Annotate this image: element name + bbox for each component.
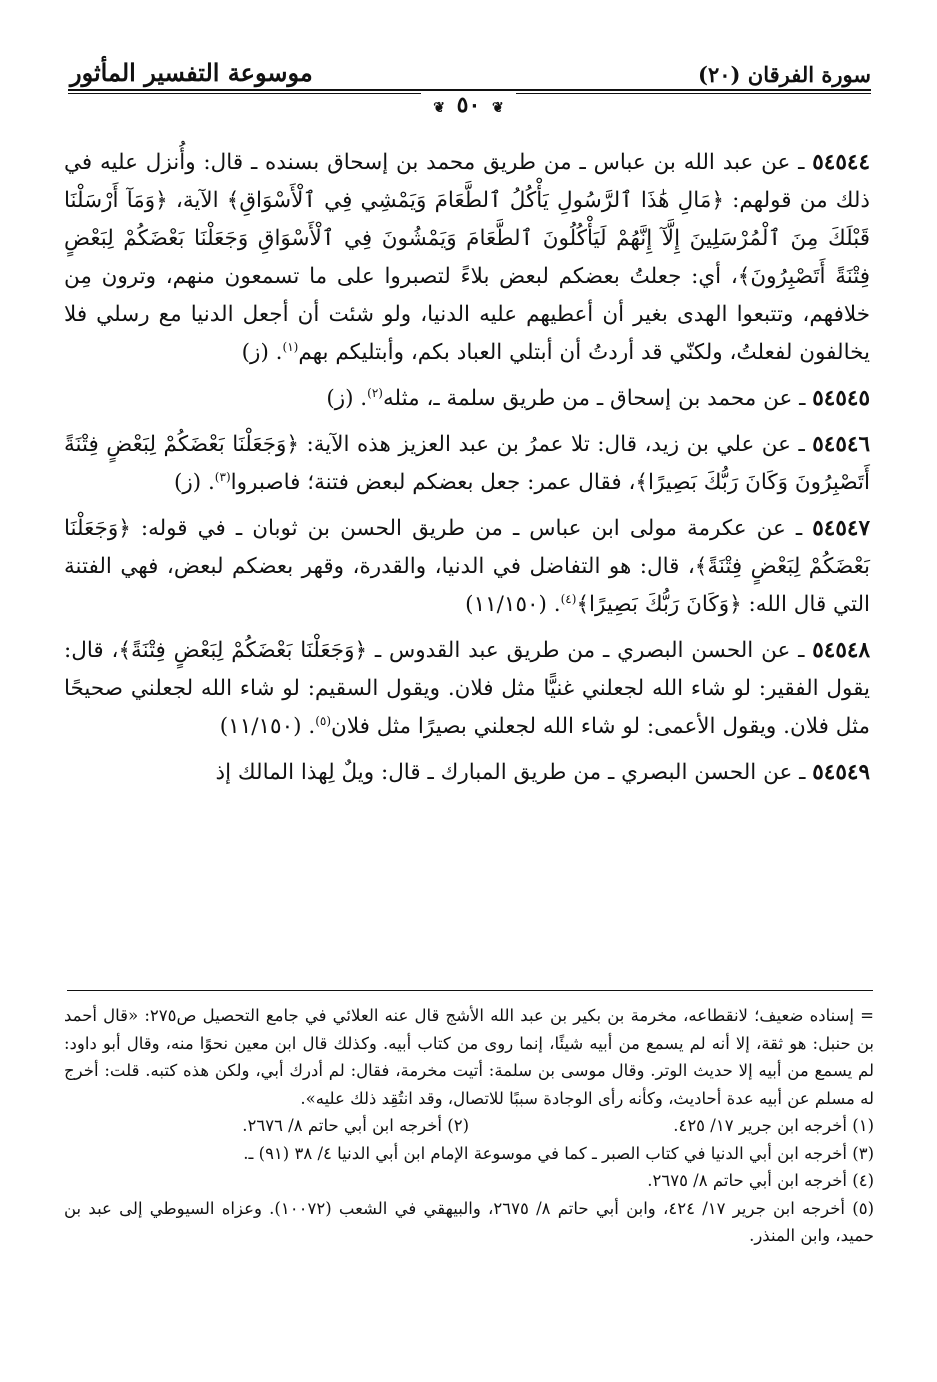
footnote-3: (٣) أخرجه ابن أبي الدنيا في كتاب الصبر ـ كما في موسوعة الإمام ابن أبي الدنيا ٤/ ٣٨ (٩١) ـ.	[243, 1143, 874, 1163]
footnote-2: (٢) أخرجه ابن أبي حاتم ٨/ ٢٦٧٦.	[242, 1116, 469, 1135]
page-number-wrap	[0, 92, 937, 118]
footnote-continuation: = إسناده ضعيف؛ لانقطاعه، مخرمة بن بكير بن عبد الله الأشج قال عنه العلائي في جامع التحصيل ص٢٧٥: «قال أحمد بن حنبل: هو ثقة، إلا أنه لم يسمع من أبيه شيئًا، إنما روى من كتاب أبيه. وكذلك قال ابن معين نحوًا منه، وقال أبو داود: لم يسمع من أبيه إلا حديث الوتر. وقال موسى بن سلمة: أتيت مخرمة، فقال: لم أدرك أبي، ولكن هذه كتبه. قلت: أخرج له مسلم عن أبيه عدة أحاديث، وكأنه رأى الوجادة سببًا للاتصال، وقد انتُقِد ذلك عليه».	[64, 1006, 875, 1108]
main-text	[64, 144, 870, 792]
footnote-marker: (٥)	[315, 713, 332, 728]
footnote-marker: (٤)	[560, 591, 577, 606]
footnote-4: (٤) أخرجه ابن أبي حاتم ٨/ ٢٦٧٥.	[647, 1171, 874, 1190]
narration-source: . (ز)	[326, 386, 368, 411]
narration-text: ـ عن محمد بن إسحاق ـ من طريق سلمة ـ، مثله	[382, 386, 813, 411]
footnote-separator	[67, 990, 873, 991]
ornament-icon: ❦	[491, 100, 504, 116]
narration-number: ٥٤٥٤٨	[812, 638, 870, 663]
narration-number: ٥٤٥٤٥	[812, 386, 870, 411]
header-rule	[68, 89, 871, 91]
page-number-value: ٥٠	[456, 92, 481, 118]
narration-source: . (ز)	[173, 470, 215, 495]
narration-text: ـ عن عبد الله بن عباس ـ من طريق محمد بن إسحاق بسنده ـ قال: وأُنزل عليه في ذلك من قولهم: ﴿مَالِ هَٰذَا ٱلرَّسُولِ يَأْكُلُ ٱلطَّعَامَ وَيَمْشِي فِي ٱلْأَسْوَاقِ﴾ الآية، ﴿وَمَآ أَرْسَلْنَا قَبْلَكَ مِنَ ٱلْمُرْسَلِينَ إِلَّآ إِنَّهُمْ لَيَأْكُلُونَ ٱلطَّعَامَ وَيَمْشُونَ فِي ٱلْأَسْوَاقِ وَجَعَلْنَا بَعْضَكُمْ لِبَعْضٍ فِتْنَةً أَتَصْبِرُونَ﴾، أي: جعلتُ بعضكم لبعض بلاءً لتصبروا على ما تسمعون منهم، وترون مِن خلافهم، وتتبعوا الهدى بغير أن أعطيهم عليه الدنيا، ولو شئت أن أجعل الدنيا مع رسلي فلا يخالفون لفعلتُ، ولكنّي قد أردتُ أن أبتلي العباد بكم، وأبتليكم بهم	[64, 150, 870, 365]
page-number	[421, 92, 515, 118]
narration-text: ـ عن علي بن زيد، قال: تلا عمرُ بن عبد العزيز هذه الآية: ﴿وَجَعَلْنَا بَعْضَكُمْ لِبَعْضٍ فِتْنَةً أَتَصْبِرُونَ وَكَانَ رَبُّكَ بَصِيرًا﴾، فقال عمر: جعل بعضكم لبعض فتنة؛ فاصبروا	[64, 432, 870, 495]
narration-text: ـ عن الحسن البصري ـ من طريق عبد القدوس ـ ﴿وَجَعَلْنَا بَعْضَكُمْ لِبَعْضٍ فِتْنَةً﴾، قال: يقول الفقير: لو شاء الله لجعلني غنيًّا مثل فلان. ويقول السقيم: لو شاء الله لجعلني صحيحًا مثل فلان. ويقول الأعمى: لو شاء الله لجعلني بصيرًا مثل فلان	[64, 638, 870, 739]
footnotes	[64, 1002, 874, 1250]
narration-source: . (١١/١٥٠)	[219, 714, 316, 739]
narration-number: ٥٤٥٤٩	[812, 760, 870, 785]
ornament-icon: ❦	[433, 100, 445, 116]
running-header-surah: سورة الفرقان (٢٠)	[698, 62, 871, 87]
footnote-5: (٥) أخرجه ابن جرير ١٧/ ٤٢٤، وابن أبي حاتم ٨/ ٢٦٧٥، والبيهقي في الشعب (١٠٠٧٢). وعزاه السيوطي إلى عبد بن حميد، وابن المنذر.	[64, 1198, 874, 1245]
narration-number: ٥٤٥٤٦	[812, 432, 870, 457]
footnote-row	[64, 1112, 874, 1140]
narration-source: . (ز)	[241, 340, 283, 365]
narration	[64, 144, 870, 372]
narration-text: ـ عن الحسن البصري ـ من طريق المبارك ـ قال: ويلٌ لِهذا المالك إذ	[215, 760, 813, 785]
narration	[64, 754, 870, 792]
narration	[64, 510, 870, 624]
footnote-marker: (١)	[282, 339, 299, 354]
narration-text: ـ عن عكرمة مولى ابن عباس ـ من طريق الحسن بن ثوبان ـ في قوله: ﴿وَجَعَلْنَا بَعْضَكُمْ لِبَعْضٍ فِتْنَةً﴾، قال: هو التفاضل في الدنيا، والقدرة، وقهر بعضكم لبعض، فهي الفتنة التي قال الله: ﴿وَكَانَ رَبُّكَ بَصِيرًا﴾	[64, 516, 870, 617]
narration-source: . (١١/١٥٠)	[465, 592, 561, 617]
narration	[64, 426, 870, 502]
narration-number: ٥٤٥٤٧	[812, 516, 870, 541]
narration-number: ٥٤٥٤٤	[812, 150, 870, 175]
footnote-marker: (٢)	[367, 385, 383, 400]
footnote-1: (١) أخرجه ابن جرير ١٧/ ٤٢٥.	[673, 1116, 874, 1135]
narration	[64, 380, 870, 418]
narration	[64, 632, 870, 746]
running-header-book-title: موسوعة التفسير المأثور	[70, 58, 313, 87]
footnote-marker: (٣)	[214, 469, 231, 484]
